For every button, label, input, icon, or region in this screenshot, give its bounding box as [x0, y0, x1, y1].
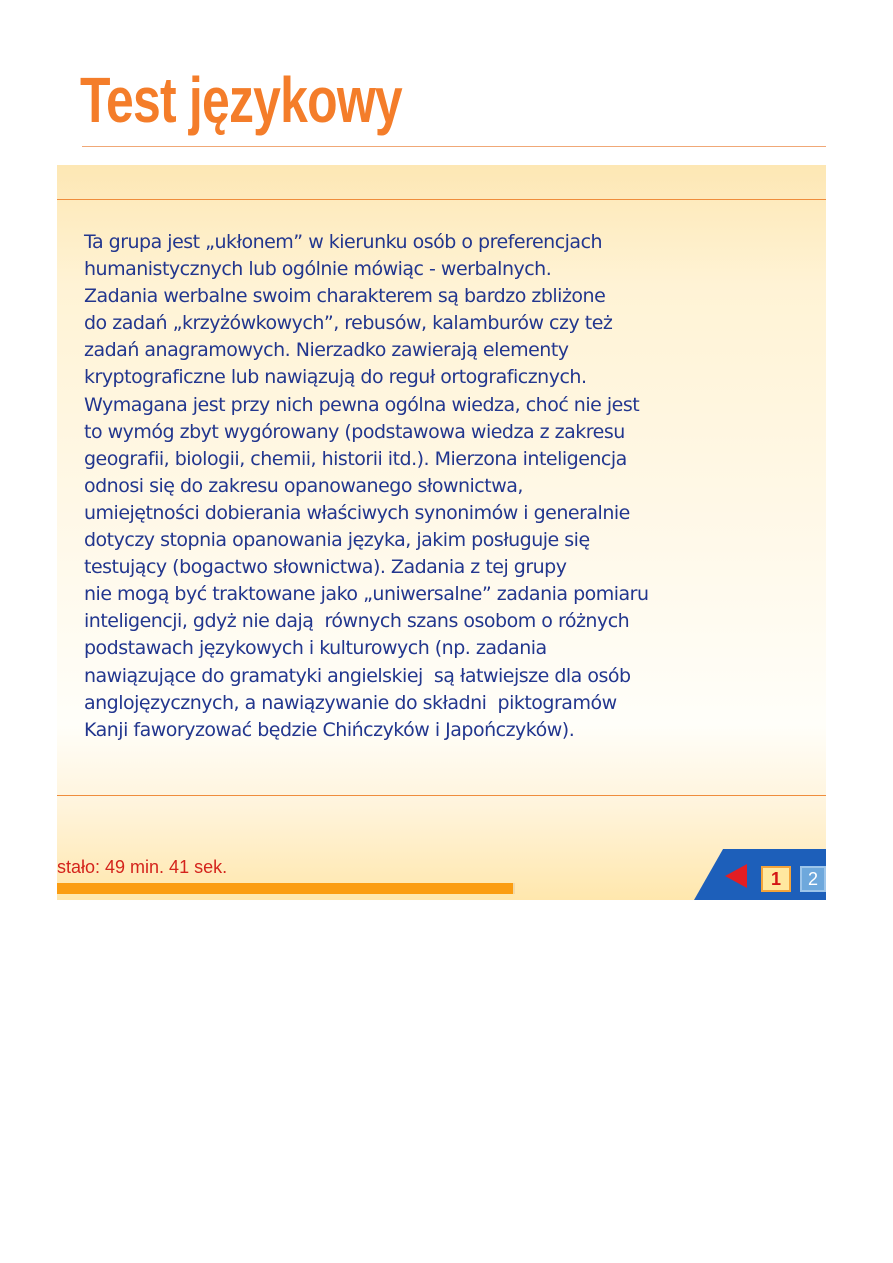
time-remaining: stało: 49 min. 41 sek. — [57, 857, 228, 877]
panel-bottom-divider — [57, 795, 826, 796]
description-text: Ta grupa jest „ukłonem” w kierunku osób o preferencjach humanistycznych lub ogólnie mówiąc - werbalnych. Zadania werbalne swoim charakterem są bardzo zbliżone do zadań „krzyżówkowych”, rebusów, kalamburów czy też zadań anagramowych. Nierzadko zawierają elementy kryptograficzne lub nawiązują do reguł ortograficznych. Wymagana jest przy nich pewna ogólna wiedza, choć nie jest to wymóg zbyt wygórowany (podstawowa wiedza z zakresu geografii, biologii, chemii, historii itd.). Mierzona inteligencja odnosi się do zakresu opanowanego słownictwa, umiejętności dobierania właściwych synonimów i generalnie dotyczy stopnia opanowania języka, jakim posługuje się testujący (bogactwo słownictwa). Zadania z tej grupy nie mogą być traktowane jako „uniwersalne” zadania pomiaru inteligencji, gdyż nie dają równych szans osobom o różnych podstawach językowych i kulturowych (np. zadania nawiązujące do gramatyki angielskiej są łatwiejsze dla osób anglojęzycznych, a nawiązywanie do składni piktogramów Kanji faworyzować będzie Chińczyków i Japończyków). — [84, 231, 649, 741]
page-title: Test językowy — [80, 64, 402, 136]
time-progress-fill — [57, 883, 513, 894]
page-button-current[interactable]: 1 — [761, 866, 791, 892]
title-divider — [82, 146, 826, 147]
page-button-next[interactable]: 2 — [800, 866, 826, 892]
previous-page-icon[interactable] — [725, 864, 747, 888]
panel-top-divider — [57, 199, 826, 200]
content-panel — [57, 165, 826, 900]
time-progress-bar — [57, 883, 515, 894]
